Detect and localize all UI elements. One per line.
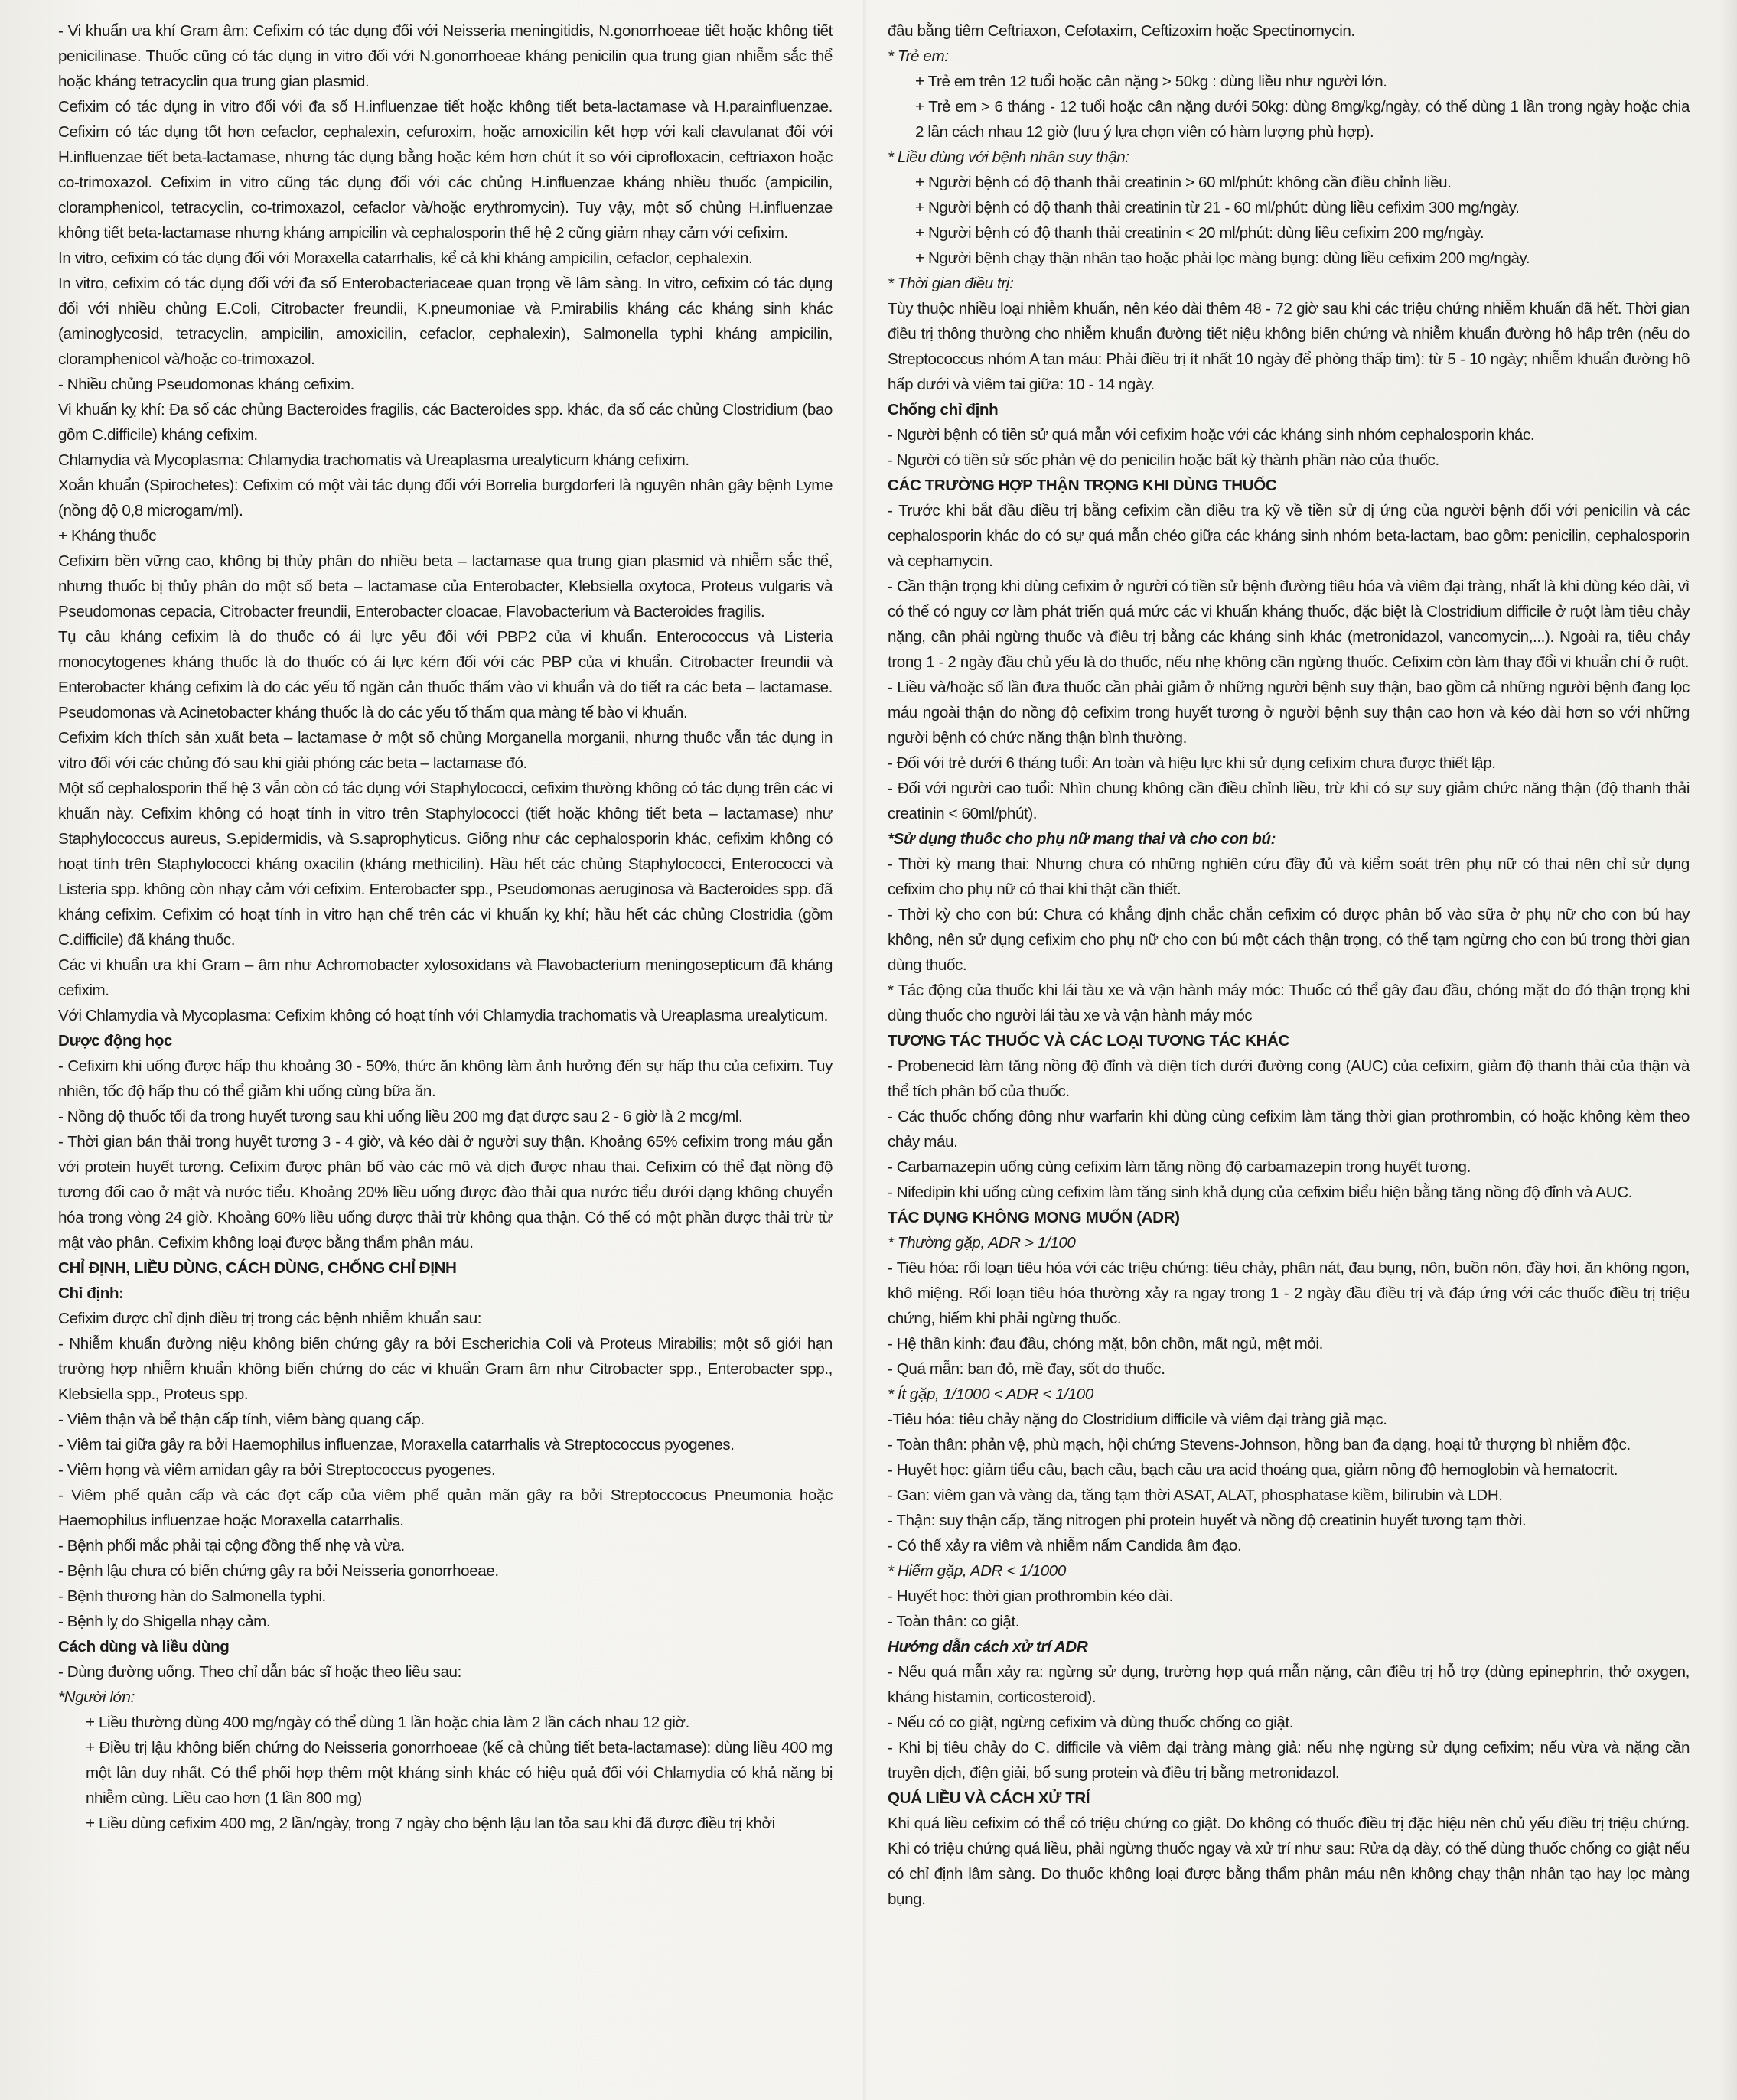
paragraph: - Toàn thân: phản vệ, phù mạch, hội chứng Stevens-Johnson, hồng ban đa dạng, hoại tử thượng bì nhiễm độc. bbox=[888, 1436, 1631, 1454]
paragraph: In vitro, cefixim có tác dụng đối với đa số Enterobacteriaceae quan trọng về lâm sàng. In vitro, cefixim có tác dụng đối với nhiều chủng E.Coli, Citrobacter freundii, K.pneumoniae và P.mirabilis kháng các kháng sinh khác (aminoglycosid, tetracyclin, ampicilin, amoxicilin, cefaclor, cephalexin), Salmonella typhi kháng ampicilin, cloramphenicol và/hoặc co-trimoxazol. bbox=[58, 275, 833, 368]
paragraph: - Trước khi bắt đầu điều trị bằng cefixim cần điều tra kỹ về tiền sử dị ứng của người bệnh đối với penicilin và các cephalosporin khác do có sự quá mẫn chéo giữa các kháng sinh nhóm beta-lactam, bao gồm: penicilin, cephalosporin và cephamycin. bbox=[888, 502, 1690, 570]
list-item: + Liều dùng cefixim 400 mg, 2 lần/ngày, trong 7 ngày cho bệnh lậu lan tỏa sau khi đã được điều trị khởi bbox=[86, 1815, 775, 1832]
left-column bbox=[58, 18, 833, 1836]
paragraph: - Thận: suy thận cấp, tăng nitrogen phi protein huyết và nồng độ creatinin huyết tương tạm thời. bbox=[888, 1512, 1527, 1529]
paragraph: - Hệ thần kinh: đau đầu, chóng mặt, bồn chồn, mất ngủ, mệt mỏi. bbox=[888, 1335, 1323, 1353]
paragraph: - Thời kỳ cho con bú: Chưa có khẳng định chắc chắn cefixim có được phân bố vào sữa ở phụ nữ cho con bú hay không, nên sử dụng cefixim cho phụ nữ cho con bú một cách thận trọng, có thể tạm ngừng cho con bú trong thời gian dùng thuốc. bbox=[888, 906, 1690, 974]
paragraph: - Viêm tai giữa gây ra bởi Haemophilus influenzae, Moraxella catarrhalis và Streptococcus pyogenes. bbox=[58, 1436, 735, 1454]
subheading: * Thường gặp, ADR > 1/100 bbox=[888, 1234, 1076, 1252]
paragraph: - Nhiều chủng Pseudomonas kháng cefixim. bbox=[58, 376, 354, 393]
paragraph: - Probenecid làm tăng nồng độ đỉnh và diện tích dưới đường cong (AUC) của cefixim, giảm độ thanh thải của thận và thể tích phân bố của thuốc. bbox=[888, 1057, 1690, 1100]
paragraph: In vitro, cefixim có tác dụng đối với Moraxella catarrhalis, kể cả khi kháng ampicilin, cefaclor, cephalexin. bbox=[58, 249, 753, 267]
paragraph: - Người bệnh có tiền sử quá mẫn với cefixim hoặc với các kháng sinh nhóm cephalosporin khác. bbox=[888, 426, 1535, 444]
paragraph: - Viêm thận và bể thận cấp tính, viêm bàng quang cấp. bbox=[58, 1411, 425, 1428]
subheading: * Hiếm gặp, ADR < 1/1000 bbox=[888, 1562, 1066, 1580]
paragraph: Cefixim có tác dụng in vitro đối với đa số H.influenzae tiết hoặc không tiết beta-lactamase và H.parainfluenzae. Cefixim có tác dụng tốt hơn cefaclor, cephalexin, cefuroxim, hoặc amoxicilin kết hợp với kali clavulanat đối với H.influenzae tiết beta-lactamase, nhưng tác dụng bằng hoặc kém hơn chút ít so với ciprofloxacin, ceftriaxon hoặc co-trimoxazol. Cefixim in vitro cũng tác dụng đối với các chủng H.influenzae kháng nhiều thuốc (ampicilin, cloramphenicol, tetracyclin, co-trimoxazol, cefaclor và/hoặc erythromycin). Tuy vậy, một số chủng H.influenzae không tiết beta-lactamase nhưng kháng ampicilin và cephalosporin thế hệ 2 cũng giảm nhạy cảm với cefixim. bbox=[58, 98, 833, 242]
list-item: + Người bệnh có độ thanh thải creatinin < 20 ml/phút: dùng liều cefixim 200 mg/ngày. bbox=[915, 224, 1484, 242]
section-heading: *Sử dụng thuốc cho phụ nữ mang thai và cho con bú: bbox=[888, 830, 1276, 848]
section-heading: Cách dùng và liều dùng bbox=[58, 1638, 230, 1656]
paragraph: - Vi khuẩn ưa khí Gram âm: Cefixim có tác dụng đối với Neisseria meningitidis, N.gonorrhoeae tiết hoặc không tiết penicilinase. Thuốc cũng có tác dụng in vitro đối với N.gonorrhoeae kháng penicilin qua trung gian nhiễm sắc thể hoặc kháng tetracyclin qua trung gian plasmid. bbox=[58, 22, 833, 90]
paragraph: Tùy thuộc nhiều loại nhiễm khuẩn, nên kéo dài thêm 48 - 72 giờ sau khi các triệu chứng nhiễm khuẩn đã hết. Thời gian điều trị thông thường cho nhiễm khuẩn đường tiết niệu không biến chứng và nhiễm khuẩn đường hô hấp trên (nếu do Streptococcus nhóm A tan máu: Phải điều trị ít nhất 10 ngày để phòng thấp tim): từ 5 - 10 ngày; nhiễm khuẩn đường hô hấp dưới và viêm tai giữa: 10 - 14 ngày. bbox=[888, 300, 1690, 393]
paragraph: - Nifedipin khi uống cùng cefixim làm tăng sinh khả dụng của cefixim biểu hiện bằng tăng nồng độ đỉnh và AUC. bbox=[888, 1183, 1632, 1201]
paragraph: - Đối với người cao tuổi: Nhìn chung không cần điều chỉnh liều, trừ khi có sự suy giảm chức năng thận (độ thanh thải creatinin < 60ml/phút). bbox=[888, 780, 1690, 822]
paragraph: - Quá mẫn: ban đỏ, mề đay, sốt do thuốc. bbox=[888, 1360, 1165, 1378]
paragraph: - Huyết học: thời gian prothrombin kéo dài. bbox=[888, 1587, 1173, 1605]
paragraph: đầu bằng tiêm Ceftriaxon, Cefotaxim, Ceftizoxim hoặc Spectinomycin. bbox=[888, 22, 1355, 40]
paragraph: Vi khuẩn kỵ khí: Đa số các chủng Bacteroides fragilis, các Bacteroides spp. khác, đa số các chủng Clostridium (bao gồm C.difficile) kháng cefixim. bbox=[58, 401, 833, 444]
list-item: + Người bệnh chạy thận nhân tạo hoặc phải lọc màng bụng: dùng liều cefixim 200 mg/ngày. bbox=[915, 249, 1530, 267]
section-heading: Dược động học bbox=[58, 1032, 173, 1050]
paragraph: - Người có tiền sử sốc phản vệ do penicilin hoặc bất kỳ thành phần nào của thuốc. bbox=[888, 451, 1439, 469]
paragraph: - Thời gian bán thải trong huyết tương 3 - 4 giờ, và kéo dài ở người suy thận. Khoảng 65% cefixim trong máu gắn với protein huyết tương. Cefixim được phân bố vào các mô và dịch được nhau thai. Cefixim có thể đạt nồng độ tương đối cao ở mật và nước tiểu. Khoảng 20% liều uống được đào thải qua nước tiểu dưới dạng không chuyển hóa trong vòng 24 giờ. Khoảng 60% liều uống được thải trừ không qua thận. Có thể có một phần được thải trừ từ mật vào phân. Cefixim không loại được bằng thẩm phân máu. bbox=[58, 1133, 833, 1252]
page-edge bbox=[1720, 0, 1737, 2100]
subheading: * Ít gặp, 1/1000 < ADR < 1/100 bbox=[888, 1385, 1093, 1403]
right-column bbox=[888, 18, 1690, 1912]
paragraph: - Liều và/hoặc số lần đưa thuốc cần phải giảm ở những người bệnh suy thận, bao gồm cả những người bệnh đang lọc máu ngoài thận do nồng độ cefixim trong huyết tương ở người bệnh suy thận cao hơn và kéo dài hơn so với những người bệnh có chức năng thận bình thường. bbox=[888, 679, 1690, 747]
paragraph: - Khi bị tiêu chảy do C. difficile và viêm đại tràng màng giả: nếu nhẹ ngừng sử dụng cefixim; nếu vừa và nặng cần truyền dịch, điện giải, bổ sung protein và điều trị bằng metronidazol. bbox=[888, 1739, 1690, 1782]
paragraph: Với Chlamydia và Mycoplasma: Cefixim không có hoạt tính với Chlamydia trachomatis và Ureaplasma urealyticum. bbox=[58, 1007, 828, 1024]
paragraph: + Kháng thuốc bbox=[58, 527, 157, 545]
paragraph: - Bệnh thương hàn do Salmonella typhi. bbox=[58, 1587, 326, 1605]
section-heading: TƯƠNG TÁC THUỐC VÀ CÁC LOẠI TƯƠNG TÁC KHÁC bbox=[888, 1032, 1289, 1050]
paragraph: * Tác động của thuốc khi lái tàu xe và vận hành máy móc: Thuốc có thể gây đau đầu, chóng mặt do đó thận trọng khi dùng thuốc cho người lái tàu xe và vận hành máy móc bbox=[888, 982, 1690, 1024]
list-item: + Người bệnh có độ thanh thải creatinin > 60 ml/phút: không cần điều chỉnh liều. bbox=[915, 174, 1452, 191]
paragraph: - Gan: viêm gan và vàng da, tăng tạm thời ASAT, ALAT, phosphatase kiềm, bilirubin và LDH. bbox=[888, 1486, 1503, 1504]
paragraph: - Nhiễm khuẩn đường niệu không biến chứng gây ra bởi Escherichia Coli và Proteus Mirabilis; một số giới hạn trường hợp nhiễm khuẩn không biến chứng do các vi khuẩn Gram âm như Citrobacter spp., Enterobacter spp., Klebsiella spp., Proteus spp. bbox=[58, 1335, 833, 1403]
section-heading: QUÁ LIỀU VÀ CÁCH XỬ TRÍ bbox=[888, 1789, 1090, 1807]
paragraph: Tụ cầu kháng cefixim là do thuốc có ái lực yếu đối với PBP2 của vi khuẩn. Enterococcus và Listeria monocytogenes kháng thuốc là do thuốc có ái lực kém đối với các PBP của vi khuẩn. Citrobacter freundii và Enterobacter kháng cefixim là do các yếu tố ngăn cản thuốc thấm vào vi khuẩn và do tiết ra các beta – lactamase. Pseudomonas và Acinetobacter kháng thuốc là do các yếu tố thấm qua màng tế bào vi khuẩn. bbox=[58, 628, 833, 721]
paragraph: - Nồng độ thuốc tối đa trong huyết tương sau khi uống liều 200 mg đạt được sau 2 - 6 giờ là 2 mcg/ml. bbox=[58, 1108, 743, 1125]
paragraph: - Tiêu hóa: rối loạn tiêu hóa với các triệu chứng: tiêu chảy, phân nát, đau bụng, nôn, buồn nôn, đầy hơi, ăn không ngon, khô miệng. Rối loạn tiêu hóa thường xảy ra ngay trong 1 - 2 ngày đầu điều trị và đáp ứng với các thuốc điều trị triệu chứng, hiếm khi phải ngừng thuốc. bbox=[888, 1259, 1690, 1327]
paragraph: - Bệnh phổi mắc phải tại cộng đồng thể nhẹ và vừa. bbox=[58, 1537, 405, 1555]
list-item: + Người bệnh có độ thanh thải creatinin từ 21 - 60 ml/phút: dùng liều cefixim 300 mg/ngày. bbox=[915, 199, 1520, 217]
section-heading: Chỉ định: bbox=[58, 1284, 124, 1302]
section-heading: Hướng dẫn cách xử trí ADR bbox=[888, 1638, 1088, 1656]
paragraph: - Nếu có co giật, ngừng cefixim và dùng thuốc chống co giật. bbox=[888, 1714, 1294, 1731]
paragraph: Các vi khuẩn ưa khí Gram – âm như Achromobacter xylosoxidans và Flavobacterium meningosepticum đã kháng cefixim. bbox=[58, 956, 833, 999]
paragraph: - Huyết học: giảm tiểu cầu, bạch cầu, bạch cầu ưa acid thoáng qua, giảm nồng độ hemoglobin và hematocrit. bbox=[888, 1461, 1618, 1479]
list-item: + Trẻ em trên 12 tuổi hoặc cân nặng > 50kg : dùng liều như người lớn. bbox=[915, 73, 1387, 90]
paragraph: Cefixim được chỉ định điều trị trong các bệnh nhiễm khuẩn sau: bbox=[58, 1310, 482, 1327]
paragraph: Một số cephalosporin thế hệ 3 vẫn còn có tác dụng với Staphylococci, cefixim thường không có tác dụng trên các vi khuẩn này. Cefixim không có hoạt tính in vitro trên Staphylococci (tiết hoặc không tiết beta – lactamase) như Staphylococcus aureus, S.epidermidis, và S.saprophyticus. Giống như các cephalosporin khác, cefixim không có hoạt tính trên Staphylococci kháng oxacilin (kháng methicilin). Hầu hết các chủng Staphylococci, Enterococci và Listeria spp. không còn nhạy cảm với cefixim. Enterobacter spp., Pseudomonas aeruginosa và Bacteroides spp. đã kháng cefixim. Cefixim có hoạt tính in vitro hạn chế trên các vi khuẩn kỵ khí; hầu hết các chủng Clostridia (gồm C.difficile) đã kháng thuốc. bbox=[58, 780, 833, 949]
list-item: + Điều trị lậu không biến chứng do Neisseria gonorrhoeae (kể cả chủng tiết beta-lactamase): dùng liều 400 mg một lần duy nhất. Có thể phối hợp thêm một kháng sinh khác có hiệu quả đối với Chlamydia có khả năng bị nhiễm cùng. Liều cao hơn (1 lần 800 mg) bbox=[86, 1739, 833, 1807]
paragraph: - Toàn thân: co giật. bbox=[888, 1613, 1020, 1630]
paragraph: - Viêm họng và viêm amidan gây ra bởi Streptococcus pyogenes. bbox=[58, 1461, 496, 1479]
section-heading: CHỈ ĐỊNH, LIỀU DÙNG, CÁCH DÙNG, CHỐNG CHỈ ĐỊNH bbox=[58, 1259, 457, 1277]
paragraph: - Cefixim khi uống được hấp thu khoảng 30 - 50%, thức ăn không làm ảnh hưởng đến sự hấp thu của cefixim. Tuy nhiên, tốc độ hấp thu có thể giảm khi uống cùng bữa ăn. bbox=[58, 1057, 833, 1100]
paragraph: - Các thuốc chống đông như warfarin khi dùng cùng cefixim làm tăng thời gian prothrombin, có hoặc không kèm theo chảy máu. bbox=[888, 1108, 1690, 1151]
paragraph: - Viêm phế quản cấp và các đợt cấp của viêm phế quản mãn gây ra bởi Streptoccocus Pneumonia hoặc Haemophilus influenzae hoặc Moraxella catarrhalis. bbox=[58, 1486, 833, 1529]
paragraph: - Bệnh lậu chưa có biến chứng gây ra bởi Neisseria gonorrhoeae. bbox=[58, 1562, 499, 1580]
paragraph: Xoắn khuẩn (Spirochetes): Cefixim có một vài tác dụng đối với Borrelia burgdorferi là nguyên nhân gây bệnh Lyme (nồng độ 0,8 microgam/ml). bbox=[58, 477, 833, 519]
paragraph: - Nếu quá mẫn xảy ra: ngừng sử dụng, trường hợp quá mẫn nặng, cần điều trị hỗ trợ (dùng epinephrin, thở oxygen, kháng histamin, corticosteroid). bbox=[888, 1663, 1690, 1706]
subheading: * Liều dùng với bệnh nhân suy thận: bbox=[888, 148, 1129, 166]
section-heading: Chống chỉ định bbox=[888, 401, 999, 418]
subheading: * Thời gian điều trị: bbox=[888, 275, 1014, 292]
subheading: * Trẻ em: bbox=[888, 47, 949, 65]
paragraph: -Tiêu hóa: tiêu chảy nặng do Clostridium difficile và viêm đại tràng giả mạc. bbox=[888, 1411, 1387, 1428]
paragraph: Khi quá liều cefixim có thể có triệu chứng co giật. Do không có thuốc điều trị đặc hiệu nên chủ yếu điều trị triệu chứng. Khi có triệu chứng quá liều, phải ngừng thuốc ngay và xử trí như sau: Rửa dạ dày, có thể dùng thuốc chống co giật nếu có chỉ định lâm sàng. Do thuốc không loại được bằng thẩm phân máu nên không chạy thận nhân tạo hay lọc màng bụng. bbox=[888, 1815, 1690, 1908]
paragraph: - Bệnh lỵ do Shigella nhạy cảm. bbox=[58, 1613, 271, 1630]
section-heading: TÁC DỤNG KHÔNG MONG MUỐN (ADR) bbox=[888, 1209, 1180, 1226]
subheading: *Người lớn: bbox=[58, 1688, 135, 1706]
list-item: + Trẻ em > 6 tháng - 12 tuổi hoặc cân nặng dưới 50kg: dùng 8mg/kg/ngày, có thể dùng 1 lần trong ngày hoặc chia 2 lần cách nhau 12 giờ (lưu ý lựa chọn viên có hàm lượng phù hợp). bbox=[915, 98, 1690, 141]
paragraph: Cefixim kích thích sản xuất beta – lactamase ở một số chủng Morganella morganii, nhưng thuốc vẫn tác dụng in vitro đối với các chủng đó sau khi giải phóng các beta – lactamase đó. bbox=[58, 729, 833, 772]
paragraph: - Cần thận trọng khi dùng cefixim ở người có tiền sử bệnh đường tiêu hóa và viêm đại tràng, nhất là khi dùng kéo dài, vì có thể có nguy cơ làm phát triển quá mức các vi khuẩn kháng thuốc, đặc biệt là Clostridium difficile ở ruột làm tiêu chảy nặng, cần phải ngừng thuốc và điều trị bằng các kháng sinh khác (metronidazol, vancomycin,...). Ngoài ra, tiêu chảy trong 1 - 2 ngày đầu chủ yếu là do thuốc, nếu nhẹ không cần ngừng thuốc. Cefixim còn làm thay đổi vi khuẩn chí ở ruột. bbox=[888, 578, 1690, 671]
paragraph: - Đối với trẻ dưới 6 tháng tuổi: An toàn và hiệu lực khi sử dụng cefixim chưa được thiết lập. bbox=[888, 754, 1496, 772]
paragraph: - Có thể xảy ra viêm và nhiễm nấm Candida âm đạo. bbox=[888, 1537, 1242, 1555]
list-item: + Liều thường dùng 400 mg/ngày có thể dùng 1 lần hoặc chia làm 2 lần cách nhau 12 giờ. bbox=[86, 1714, 689, 1731]
paragraph: - Thời kỳ mang thai: Nhưng chưa có những nghiên cứu đầy đủ và kiểm soát trên phụ nữ có thai nên chỉ sử dụng cefixim cho phụ nữ có thai khi thật cần thiết. bbox=[888, 855, 1690, 898]
page-fold bbox=[863, 0, 868, 2100]
section-heading: CÁC TRƯỜNG HỢP THẬN TRỌNG KHI DÙNG THUỐC bbox=[888, 477, 1277, 494]
paragraph: - Dùng đường uống. Theo chỉ dẫn bác sĩ hoặc theo liều sau: bbox=[58, 1663, 461, 1681]
paragraph: - Carbamazepin uống cùng cefixim làm tăng nồng độ carbamazepin trong huyết tương. bbox=[888, 1158, 1471, 1176]
paragraph: Cefixim bền vững cao, không bị thủy phân do nhiều beta – lactamase qua trung gian plasmid và nhiễm sắc thể, nhưng thuốc bị thủy phân do một số beta – lactamase của Enterobacter, Klebsiella oxytoca, Proteus vulgaris và Pseudomonas cepacia, Citrobacter freundii, Enterobacter cloacae, Flavobacterium và Bacteroides fragilis. bbox=[58, 552, 833, 620]
paragraph: Chlamydia và Mycoplasma: Chlamydia trachomatis và Ureaplasma urealyticum kháng cefixim. bbox=[58, 451, 689, 469]
